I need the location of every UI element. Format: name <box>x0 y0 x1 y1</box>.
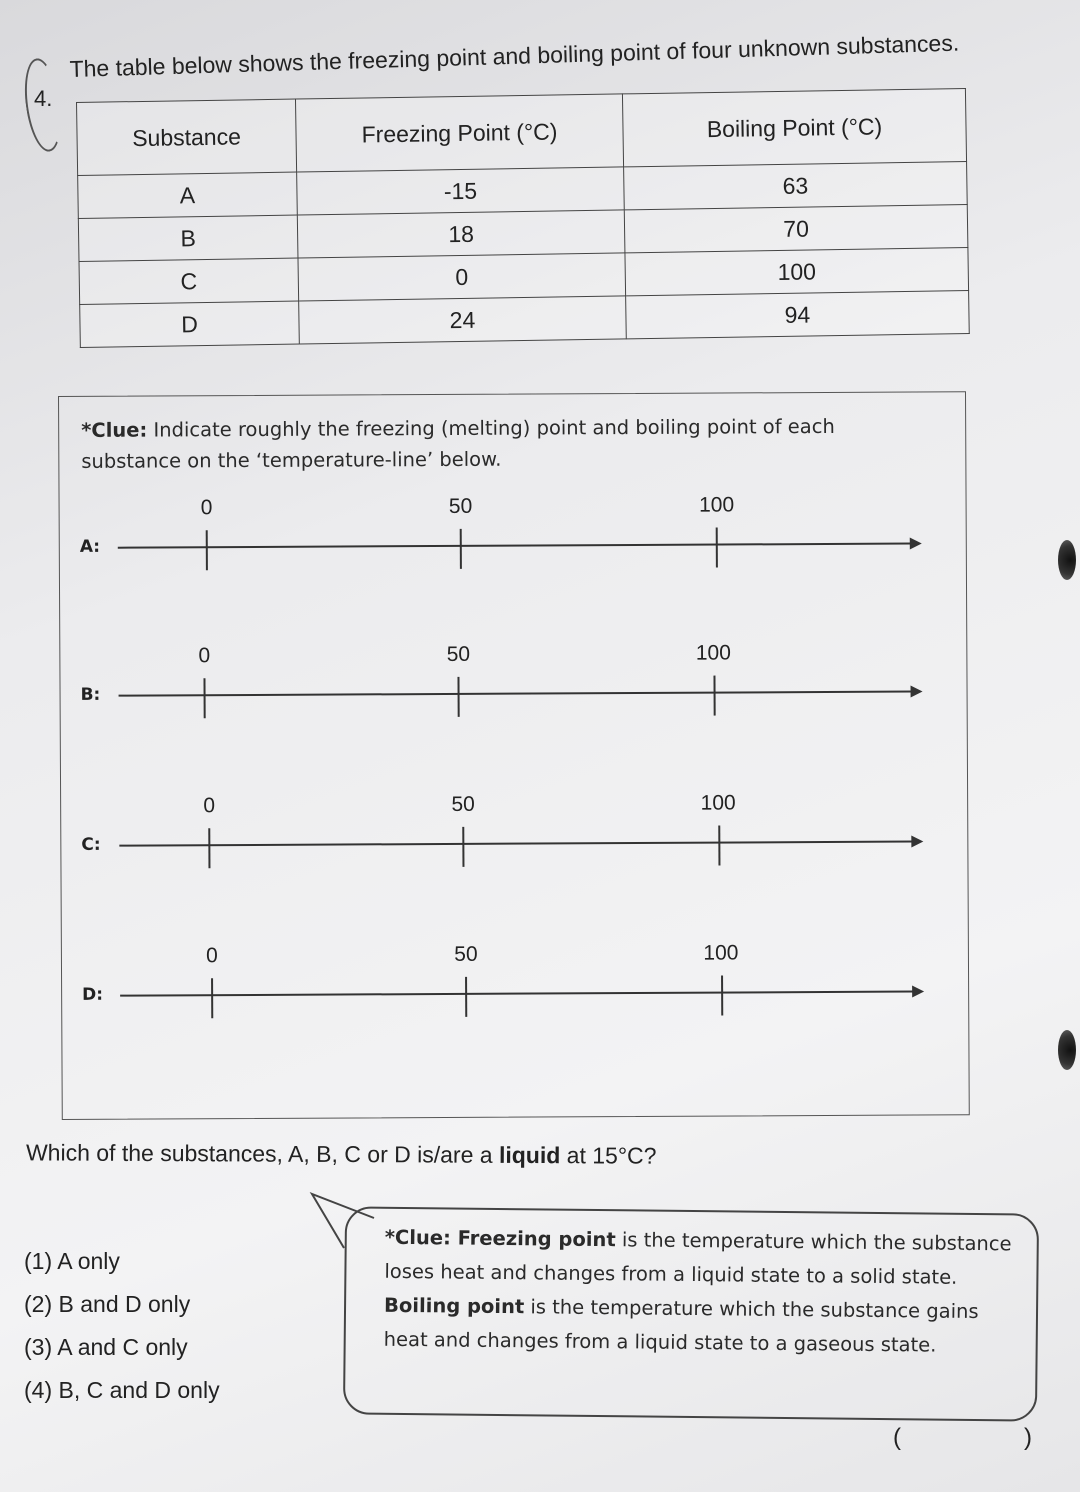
clue-prefix: *Clue: <box>81 418 148 442</box>
temperature-line-label: B: <box>80 684 101 705</box>
table-header-row <box>77 89 967 176</box>
question-number: 4. <box>34 86 53 111</box>
cell-freezing: 18 <box>297 210 625 258</box>
tick-label-100: 100 <box>703 941 739 965</box>
temperature-line-d[interactable] <box>62 936 969 1041</box>
tick-50 <box>457 677 459 717</box>
tick-label-100: 100 <box>698 493 735 517</box>
axis-line <box>119 841 914 847</box>
answer-options <box>24 1240 220 1412</box>
axis-line <box>119 691 914 697</box>
header-freezing-point: Freezing Point (°C) <box>295 94 623 172</box>
binder-hole-icon <box>1058 1030 1076 1070</box>
tick-0 <box>206 530 208 570</box>
tick-label-0: 0 <box>198 644 211 668</box>
question-text-end: at 15°C? <box>560 1142 657 1169</box>
tick-100 <box>713 676 715 716</box>
term-freezing-point: *Clue: Freezing point <box>384 1225 616 1252</box>
header-substance: Substance <box>77 99 297 175</box>
binder-hole-icon <box>1058 540 1076 580</box>
tick-0 <box>203 678 205 718</box>
arrow-right-icon <box>912 985 924 997</box>
axis-line <box>120 991 915 997</box>
option-3[interactable]: (3) A and C only <box>24 1334 188 1360</box>
question-intro: The table below shows the freezing point and boiling point of four unknown substances. <box>69 29 960 83</box>
axis-line <box>118 543 913 549</box>
arrow-right-icon <box>911 685 923 697</box>
definition-freezing: is the temperature which the substance loses heat and changes from a liquid state to a solid state. <box>384 1228 1012 1289</box>
tick-label-100: 100 <box>695 641 731 665</box>
temperature-line-b[interactable] <box>60 636 967 741</box>
cell-substance: C <box>79 258 299 304</box>
tick-label-100: 100 <box>700 791 736 815</box>
tick-label-0: 0 <box>200 496 213 520</box>
tick-label-50: 50 <box>451 792 475 816</box>
cell-substance: B <box>78 215 298 261</box>
cell-boiling: 94 <box>626 291 970 339</box>
definitions <box>384 1221 1025 1364</box>
arrow-right-icon <box>910 537 922 549</box>
temperature-line-c[interactable] <box>61 786 968 891</box>
tick-label-50: 50 <box>454 942 478 966</box>
cell-boiling: 70 <box>624 205 968 253</box>
temperature-line-box <box>58 391 970 1120</box>
definition-speech-bubble <box>343 1206 1039 1421</box>
cell-freezing: 0 <box>298 253 626 301</box>
temperature-line-a[interactable] <box>60 488 967 593</box>
answer-bracket-open[interactable]: ( <box>893 1424 901 1451</box>
cell-boiling: 100 <box>625 248 969 296</box>
option-2[interactable]: (2) B and D only <box>24 1291 191 1317</box>
tick-100 <box>721 976 723 1016</box>
cell-freezing: -15 <box>297 167 625 215</box>
option-4[interactable]: (4) B, C and D only <box>24 1377 220 1403</box>
cell-boiling: 63 <box>624 162 968 210</box>
term-boiling-point: Boiling point <box>383 1293 525 1319</box>
temperature-line-label: A: <box>79 536 101 557</box>
tick-0 <box>211 978 213 1018</box>
tick-label-50: 50 <box>448 494 473 518</box>
clue-instruction <box>81 411 881 477</box>
question-text: Which of the substances, A, B, C or D is/are a <box>25 1139 500 1168</box>
tick-0 <box>208 828 210 868</box>
main-question <box>26 1139 657 1169</box>
temperature-line-label: C: <box>81 834 101 855</box>
answer-bracket-close[interactable]: ) <box>1024 1424 1032 1451</box>
tick-50 <box>462 827 464 867</box>
temperature-line-label: D: <box>82 984 104 1005</box>
tick-label-0: 0 <box>206 944 218 968</box>
definition-boiling: is the temperature which the substance gains heat and changes from a liquid state to a gaseous state. <box>383 1295 979 1357</box>
tick-100 <box>716 528 718 568</box>
tick-50 <box>465 977 467 1017</box>
arrow-right-icon <box>911 835 923 847</box>
cell-substance: D <box>80 301 300 347</box>
cell-substance: A <box>78 172 298 218</box>
tick-label-0: 0 <box>203 794 216 818</box>
header-boiling-point: Boiling Point (°C) <box>622 89 966 167</box>
option-1[interactable]: (1) A only <box>24 1248 120 1274</box>
tick-label-50: 50 <box>446 642 471 666</box>
cell-freezing: 24 <box>299 296 627 344</box>
tick-100 <box>718 826 720 866</box>
clue-body: Indicate roughly the freezing (melting) point and boiling point of each substance on the ‘temperature-line’ below. <box>81 414 835 473</box>
tick-50 <box>460 529 462 569</box>
substance-table <box>76 88 970 348</box>
question-emphasis: liquid <box>498 1141 561 1169</box>
